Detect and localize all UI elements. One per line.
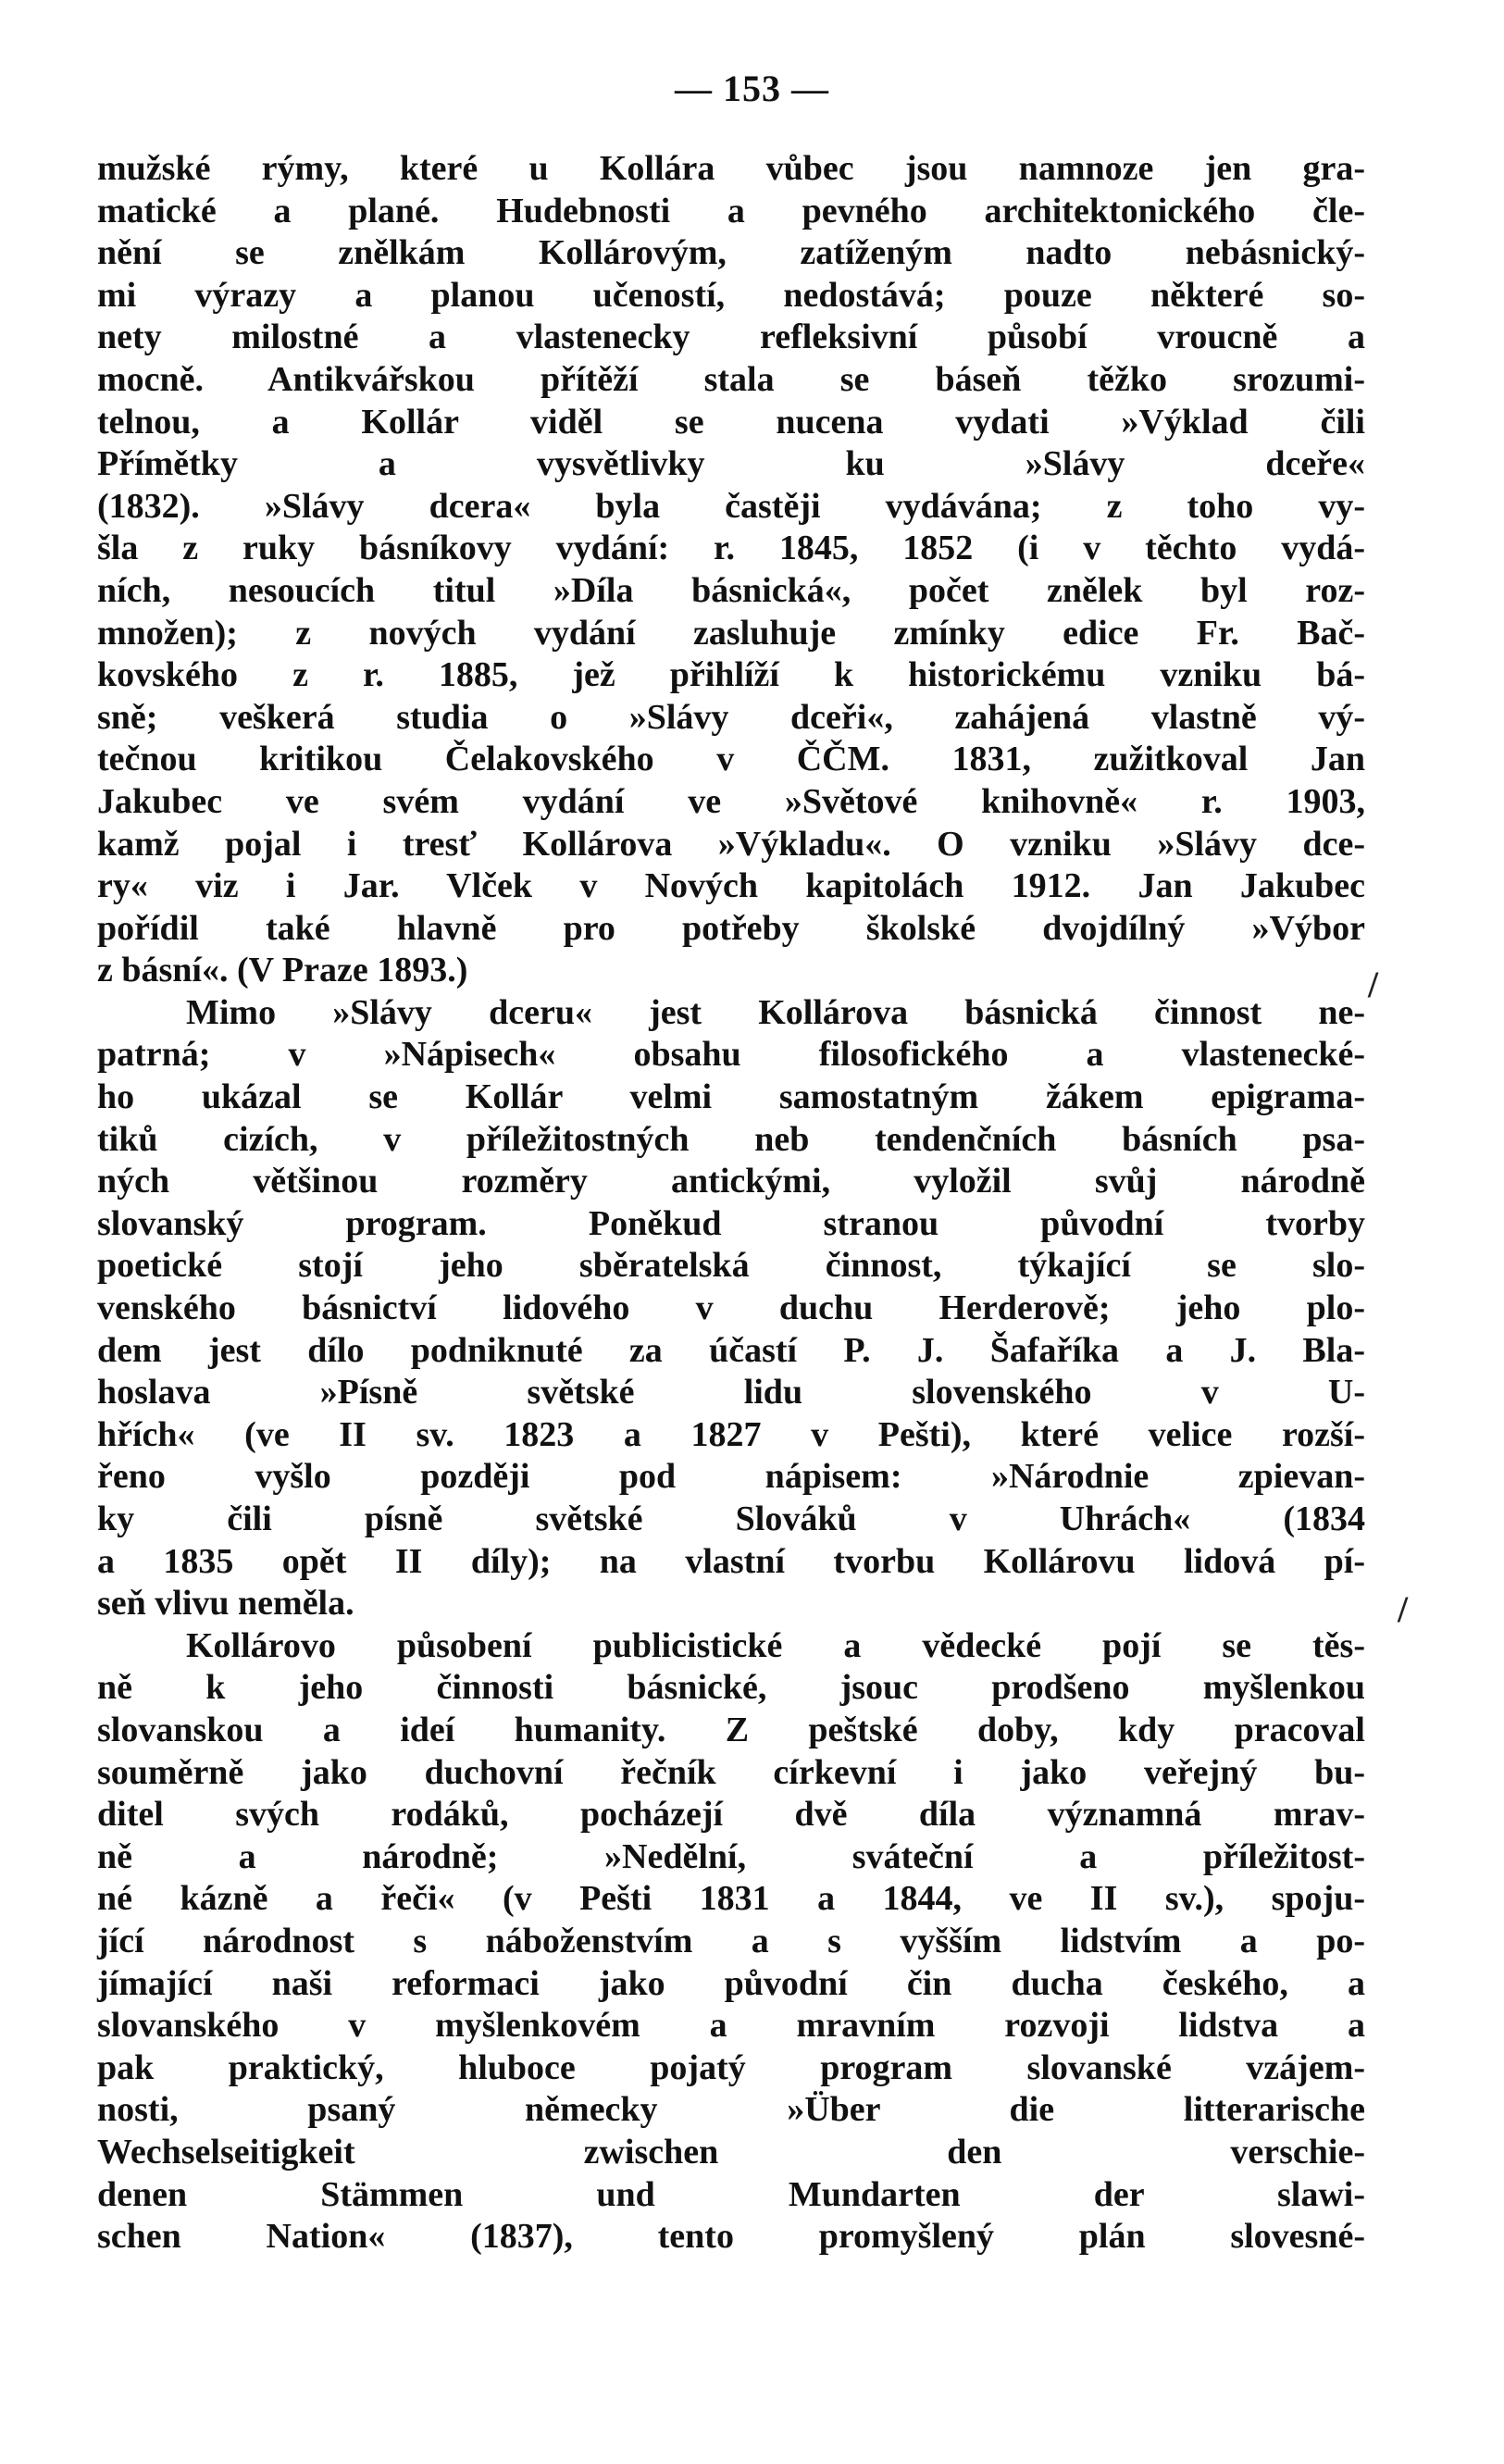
- text-line: ditel svých rodáků, pocházejí dvě díla významná mrav-: [97, 1795, 1365, 1835]
- text-line: souměrně jako duchovní řečník církevní i jako veřejný bu-: [97, 1752, 1365, 1792]
- text-line: denen Stämmen und Mundarten der slawi-: [97, 2174, 1365, 2214]
- text-line: mužské rýmy, které u Kollára vůbec jsou namnoze jen gra-: [97, 149, 1365, 188]
- text-line: jímající naši reformaci jako původní čin ducha českého, a: [97, 1963, 1365, 2003]
- text-line: z básní«. (V Praze 1893.): [97, 951, 468, 990]
- text-line: Kollárovo působení publicistické a vědecké pojí se těs-: [186, 1625, 1365, 1665]
- text-line: pak praktický, hluboce pojatý program slovanské vzájem-: [97, 2047, 1365, 2087]
- text-line: mi výrazy a planou učeností, nedostává; pouze některé so-: [97, 275, 1365, 315]
- text-line: a 1835 opět II díly); na vlastní tvorbu Kollárovu lidová pí-: [97, 1541, 1365, 1581]
- text-line: (1832). »Slávy dcera« byla častěji vydávána; z toho vy-: [97, 486, 1365, 526]
- text-line: Přímětky a vysvětlivky ku »Slávy dceře«: [97, 444, 1365, 484]
- text-line: řeno vyšlo později pod nápisem: »Národnie zpievan-: [97, 1457, 1365, 1497]
- text-line: telnou, a Kollár viděl se nucena vydati »Výklad čili: [97, 402, 1365, 442]
- text-line: nety milostné a vlastenecky refleksivní působí vroucně a: [97, 317, 1365, 357]
- text-line: jící národnost s náboženstvím a s vyšším lidstvím a po-: [97, 1921, 1365, 1960]
- text-line: mocně. Antikvářskou přítěží stala se báseň těžko srozumi-: [97, 359, 1365, 399]
- margin-mark: /: [1398, 1588, 1409, 1630]
- text-line: matické a plané. Hudebnosti a pevného architektonického čle-: [97, 191, 1365, 230]
- text-line: slovanského v myšlenkovém a mravním rozvoji lidstva a: [97, 2006, 1365, 2046]
- text-line: hoslava »Písně světské lidu slovenského v U-: [97, 1373, 1365, 1412]
- text-line: nosti, psaný německy »Über die litterarische: [97, 2090, 1365, 2130]
- text-line: ně a národně; »Nedělní, sváteční a příležitost-: [97, 1836, 1365, 1876]
- page-number: — 153 —: [675, 68, 829, 109]
- text-line: kamž pojal i tresť Kollárova »Výkladu«. O vzniku »Slávy dce-: [97, 824, 1365, 864]
- text-line: kovského z r. 1885, jež přihlíží k historickému vzniku bá-: [97, 655, 1365, 695]
- text-line: pořídil také hlavně pro potřeby školské dvojdílný »Výbor: [97, 908, 1365, 948]
- text-line: slovanskou a ideí humanity. Z peštské doby, kdy pracoval: [97, 1710, 1365, 1749]
- text-line: poetické stojí jeho sběratelská činnost, týkající se slo-: [97, 1246, 1365, 1286]
- text-line: ních, nesoucích titul »Díla básnická«, počet znělek byl roz-: [97, 570, 1365, 610]
- text-line: né kázně a řeči« (v Pešti 1831 a 1844, ve II sv.), spoju-: [97, 1879, 1365, 1919]
- text-line: nění se znělkám Kollárovým, zatíženým nadto nebásnický-: [97, 233, 1365, 273]
- margin-mark: /: [1368, 964, 1379, 1005]
- text-line: Wechselseitigkeit zwischen den verschie-: [97, 2132, 1365, 2172]
- text-line: tečnou kritikou Čelakovského v ČČM. 1831, zužitkoval Jan: [97, 740, 1365, 779]
- text-line: ně k jeho činnosti básnické, jsouc prodšeno myšlenkou: [97, 1668, 1365, 1708]
- text-line: množen); z nových vydání zasluhuje zmínky edice Fr. Bač-: [97, 613, 1365, 653]
- text-line: Jakubec ve svém vydání ve »Světové knihovně« r. 1903,: [97, 781, 1365, 821]
- text-line: slovanský program. Poněkud stranou původní tvorby: [97, 1203, 1365, 1243]
- text-line: dem jest dílo podniknuté za účastí P. J. Šafaříka a J. Bla-: [97, 1330, 1365, 1370]
- text-line: sně; veškerá studia o »Slávy dceři«, zahájená vlastně vý-: [97, 697, 1365, 737]
- text-line: tiků cizích, v příležitostných neb tendenčních básních psa-: [97, 1119, 1365, 1159]
- text-line: Mimo »Slávy dceru« jest Kollárova básnická činnost ne-: [186, 992, 1365, 1032]
- text-line: ho ukázal se Kollár velmi samostatným žákem epigrama-: [97, 1077, 1365, 1117]
- text-line: patrná; v »Nápisech« obsahu filosofického a vlastenecké-: [97, 1035, 1365, 1075]
- text-line: venského básnictví lidového v duchu Herderově; jeho plo-: [97, 1288, 1365, 1328]
- text-line: seň vlivu neměla.: [97, 1584, 354, 1624]
- body-text: [97, 148, 1365, 2259]
- text-line: šla z ruky básníkovy vydání: r. 1845, 1852 (i v těchto vydá-: [97, 529, 1365, 568]
- text-line: ných většinou rozměry antickými, vyložil svůj národně: [97, 1162, 1365, 1201]
- text-line: ky čili písně světské Slováků v Uhrách« (1834: [97, 1500, 1365, 1538]
- text-line: ry« viz i Jar. Vlček v Nových kapitolách 1912. Jan Jakubec: [97, 866, 1365, 906]
- text-line: hřích« (ve II sv. 1823 a 1827 v Pešti), které velice rozší-: [97, 1414, 1365, 1454]
- text-line: schen Nation« (1837), tento promyšlený plán slovesné-: [97, 2217, 1365, 2257]
